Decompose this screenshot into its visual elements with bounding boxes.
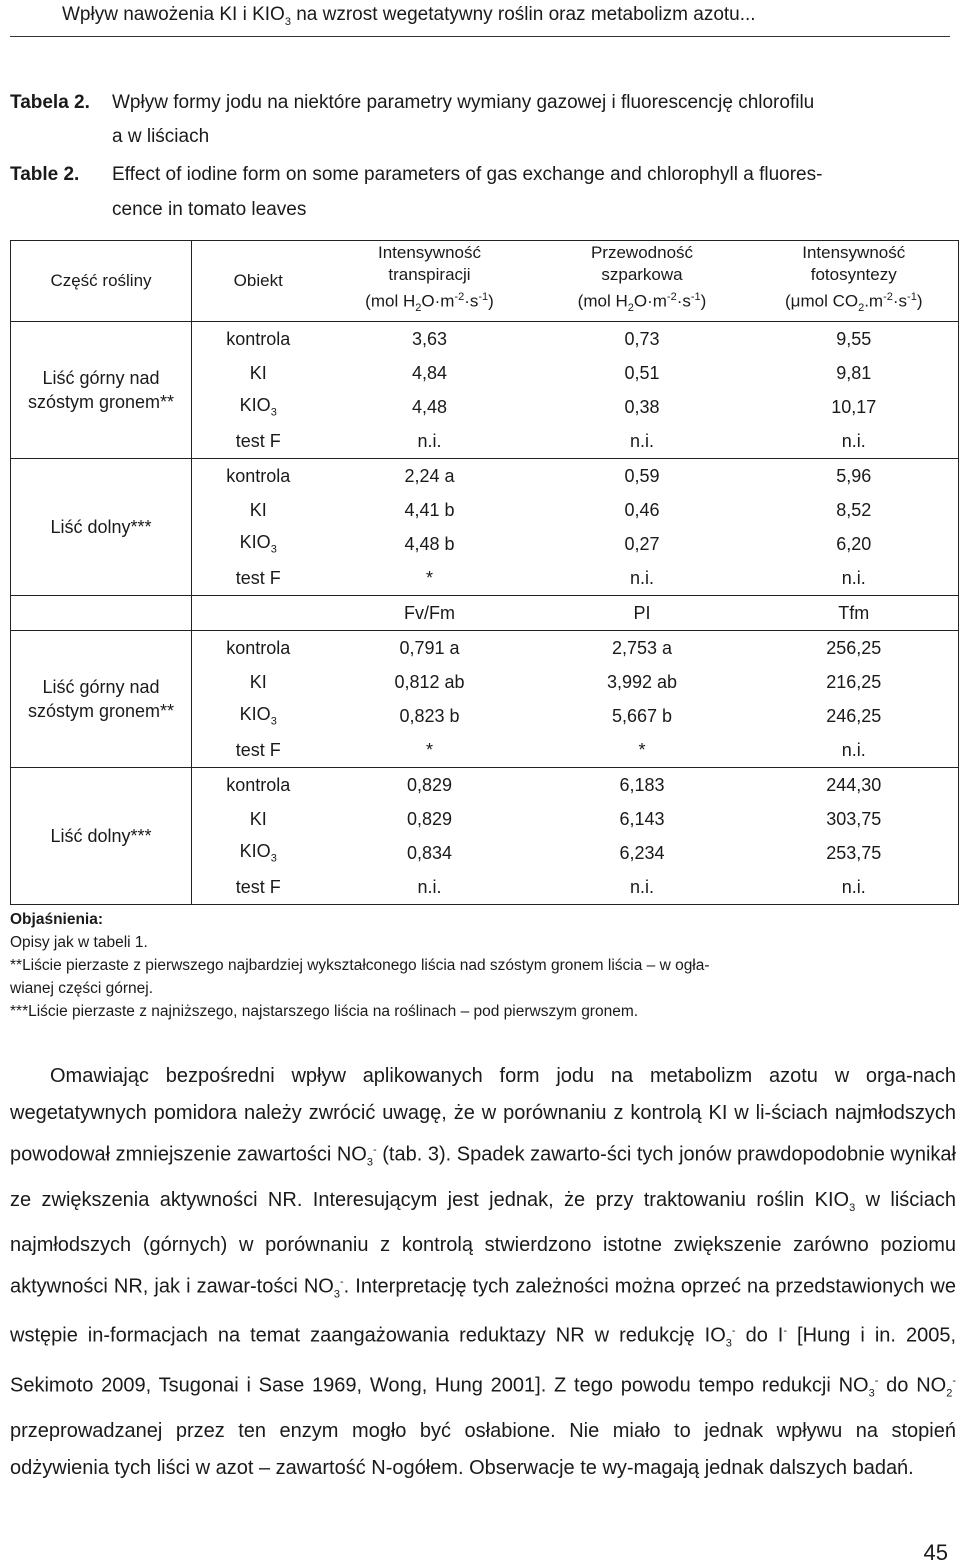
value-cell: 303,75 <box>826 808 882 829</box>
table-row <box>11 459 959 494</box>
object-cell: test F <box>235 430 281 451</box>
subheader-c3: Tfm <box>750 596 959 631</box>
value-cell: 4,48 b <box>404 533 455 554</box>
object-cell: test F <box>235 567 281 588</box>
value-cell: 3,992 ab <box>606 671 678 692</box>
value-cell: 8,52 <box>836 499 872 520</box>
plant-part-cell: Liść górny nad szóstym gronem** <box>11 631 192 768</box>
value-cell: 10,17 <box>831 396 877 417</box>
header-rule <box>10 36 950 37</box>
object-cell: KI <box>249 808 267 829</box>
value-cell: 3,63 <box>411 328 448 349</box>
value-cell: 0,791 a <box>325 631 535 666</box>
value-cell: n.i. <box>629 567 654 588</box>
value-cell: 0,834 <box>406 842 453 863</box>
value-cell: 6,183 <box>535 768 750 803</box>
value-cell: 246,25 <box>826 705 882 726</box>
table-notes <box>10 908 950 1023</box>
value-cell: 6,20 <box>836 533 872 554</box>
object-cell: KI <box>249 362 267 383</box>
value-cell: 9,81 <box>836 362 872 383</box>
caption-en: Table 2. Effect of iodine form on some parameters of gas exchange and chlorophyll a fluores- <box>10 164 823 185</box>
object-cell: KI <box>249 671 267 692</box>
object-cell: $KIO_3$ <box>239 395 277 419</box>
value-cell: 216,25 <box>826 671 882 692</box>
value-cell: n.i. <box>417 430 442 451</box>
data-table <box>10 240 959 905</box>
value-cell: n.i. <box>841 739 866 760</box>
subheader-c2: PI <box>535 596 750 631</box>
value-cell: n.i. <box>841 876 866 897</box>
note-2: **Liście pierzaste z pierwszego najbardziej wykształconego liścia nad szóstym gronem liścia – w ogła- <box>10 957 710 974</box>
value-cell: 244,30 <box>750 768 959 803</box>
object-cell: test F <box>235 739 281 760</box>
object-cell: KI <box>249 499 267 520</box>
notes-title: Objaśnienia: <box>10 911 104 928</box>
header-part: Część rośliny <box>11 241 192 322</box>
table-header-row <box>11 241 959 322</box>
value-cell: * <box>425 739 433 760</box>
value-cell: * <box>425 567 433 588</box>
value-cell: 0,59 <box>535 459 750 494</box>
value-cell: 0,46 <box>624 499 660 520</box>
subheader-c1: Fv/Fm <box>325 596 535 631</box>
value-cell: 4,48 <box>411 396 448 417</box>
table-row <box>11 322 959 357</box>
value-cell: 6,234 <box>619 842 665 863</box>
object-cell: kontrola <box>192 459 325 494</box>
value-cell: 0,38 <box>624 396 660 417</box>
page-number: 45 <box>923 1540 948 1565</box>
value-cell: n.i. <box>841 567 866 588</box>
object-cell: $KIO_3$ <box>239 532 277 556</box>
value-cell: n.i. <box>629 430 654 451</box>
value-cell: n.i. <box>417 876 442 897</box>
note-3: ***Liście pierzaste z najniższego, najstarszego liścia na roślinach – pod pierwszym gronem. <box>10 1003 639 1020</box>
plant-part-cell: Liść górny nad szóstym gronem** <box>11 322 192 459</box>
header-transpiration: Intensywność transpiracji (mol $H_2O\cdot m^{-2}\cdot s^{-1}$) <box>325 241 535 322</box>
header-photosynthesis: Intensywność fotosyntezy (μmol $CO_2.m^{-2}\cdot s^{-1}$) <box>750 241 959 322</box>
value-cell: 0,73 <box>624 328 660 349</box>
plant-part-cell: Liść dolny*** <box>11 459 192 596</box>
body-paragraph: Omawiając bezpośredni wpływ aplikowanych form jodu na metabolizm azotu w orga-nach wegetatywnych pomidora należy zwrócić uwagę, że w porównaniu z kontrolą KI w li-ściach najmłodszych powodował zmniejszenie zawartości $NO_3^-$ (tab. 3). Spadek zawarto-ści tych jonów prawdopodobnie wynikał ze zwiększenia aktywności NR. Interesującym jest jednak, że przy traktowaniu roślin $KIO_3$ w liściach najmłodszych (górnych) w porównaniu z kontrolą stwierdzono istotne zwiększenie zarówno poziomu aktywności NR, jak i zawar-tości $NO_3^-$. Interpretację tych zależności można oprzeć na przedstawionych we wstępie in-formacjach na temat zaangażowania reduktazy NR w redukcję $IO_3^-$ do I- [Hung i in. 2005, Sekimoto 2009, Tsugonai i Sase 1969, Wong, Hung 2001]. Z tego powodu tempo redukcji $NO_3^-$ do $NO_2^-$ przeprowadzanej przez ten enzym mogło być osłabione. Nie miało to jednak wpływu na stopień odżywienia tych liści w azot – zawartość N-ogółem. Obserwacje te wy-magają jednak dalszych badań. <box>10 1065 957 1479</box>
value-cell: 9,55 <box>836 328 872 349</box>
header-conductance: Przewodność szparkowa (mol $H_2O\cdot m^{-2}\cdot s^{-1}$) <box>535 241 750 322</box>
object-cell: test F <box>235 876 281 897</box>
blank-cell <box>11 596 192 631</box>
subheader-row <box>11 596 959 631</box>
table-row <box>11 768 959 803</box>
object-cell: kontrola <box>192 631 325 666</box>
value-cell: 4,84 <box>411 362 448 383</box>
value-cell: 256,25 <box>750 631 959 666</box>
value-cell: 0,812 ab <box>394 671 465 692</box>
value-cell: 2,753 a <box>535 631 750 666</box>
value-cell: 4,41 b <box>404 499 455 520</box>
value-cell: 0,829 <box>325 768 535 803</box>
value-cell: 253,75 <box>826 842 882 863</box>
value-cell: 0,27 <box>624 533 660 554</box>
value-cell: * <box>638 739 646 760</box>
blank-cell <box>192 596 325 631</box>
object-cell: kontrola <box>226 328 291 349</box>
header-object: Obiekt <box>192 241 325 322</box>
value-cell: n.i. <box>841 430 866 451</box>
value-cell: 5,96 <box>750 459 959 494</box>
caption-pl: Tabela 2. Wpływ formy jodu na niektóre parametry wymiany gazowej i fluorescencję chlorofilu <box>10 92 815 113</box>
value-cell: 0,829 <box>406 808 453 829</box>
value-cell: 0,823 b <box>399 705 460 726</box>
caption-en-line2: cence in tomato leaves <box>112 199 307 220</box>
object-cell: $KIO_3$ <box>239 704 277 728</box>
object-cell: kontrola <box>192 768 325 803</box>
caption-pl-line2: a w liściach <box>112 126 210 147</box>
value-cell: 6,143 <box>619 808 665 829</box>
value-cell: 2,24 a <box>325 459 535 494</box>
note-1: Opisy jak w tabeli 1. <box>10 934 148 951</box>
running-header: Wpływ nawożenia KI i $KIO_3$ na wzrost wegetatywny roślin oraz metabolizm azotu... <box>62 4 756 28</box>
object-cell: $KIO_3$ <box>239 841 277 865</box>
table-row <box>11 631 959 666</box>
value-cell: n.i. <box>629 876 654 897</box>
note-2-cont: wianej części górnej. <box>10 980 154 997</box>
plant-part-cell: Liść dolny*** <box>11 768 192 905</box>
value-cell: 0,51 <box>624 362 660 383</box>
value-cell: 5,667 b <box>611 705 673 726</box>
